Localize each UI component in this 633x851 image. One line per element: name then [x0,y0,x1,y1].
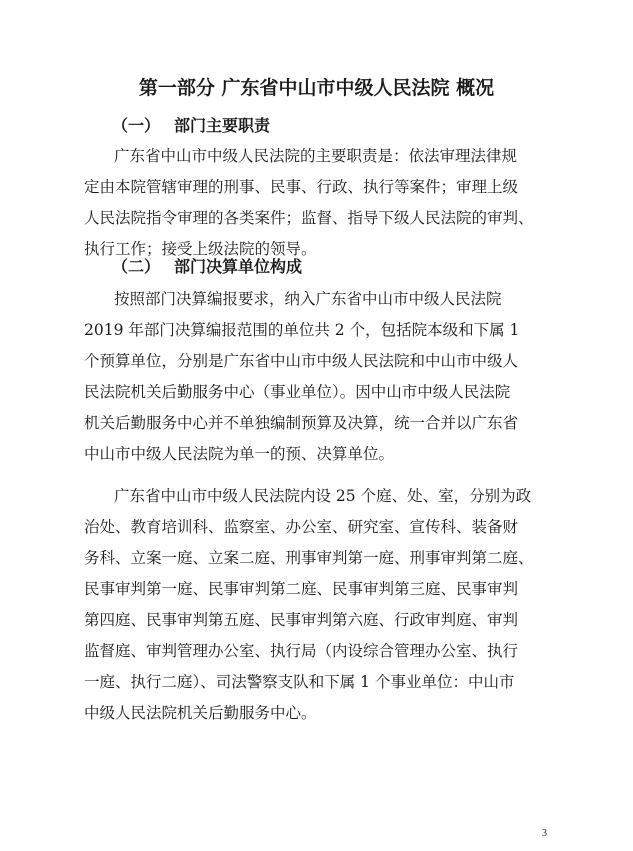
paragraph-line: 机关后勤服务中心并不单独编制预算及决算，统一合并以广东省 [84,414,519,432]
paragraph-line: 中级人民法院机关后勤服务中心。 [84,704,317,722]
paragraph-line: 监督庭、审判管理办公室、执行局（内设综合管理办公室、执行 [84,642,519,660]
paragraph-line: 务科、立案一庭、立案二庭、刑事审判第一庭、刑事审判第二庭、 [84,549,534,567]
section-heading-1 [112,115,270,137]
page-number: 3 [542,828,547,839]
paragraph-line: 2019 年部门决算编报范围的单位共 2 个，包括院本级和下属 1 [84,321,520,339]
paragraph-line: 一庭、执行二庭）、司法警察支队和下属 1 个事业单位：中山市 [84,673,515,691]
paragraph-line: 广东省中山市中级人民法院的主要职责是：依法审理法律规 [114,147,518,165]
section-title-2: 部门决算单位构成 [174,257,303,276]
section-heading-2 [112,256,302,278]
composition-paragraph-2 [84,481,554,729]
paragraph-line: 定由本院管辖审理的刑事、民事、行政、执行等案件；审理上级 [84,178,519,196]
paragraph-line: 执行工作；接受上级法院的领导。 [84,240,317,258]
paragraph-line: 第四庭、民事审判第五庭、民事审判第六庭、行政审判庭、审判 [84,611,519,629]
paragraph-line: 民法院机关后勤服务中心（事业单位）。因中山市中级人民法院 [84,383,511,401]
paragraph-line: 中山市中级人民法院为单一的预、决算单位。 [84,445,395,463]
paragraph-line: 个预算单位，分别是广东省中山市中级人民法院和中山市中级人 [84,352,519,370]
paragraph-line: 按照部门决算编报要求，纳入广东省中山市中级人民法院 [114,290,502,308]
section-number-2: （二） [112,257,161,276]
paragraph-line: 广东省中山市中级人民法院内设 25 个庭、处、室，分别为政 [114,487,532,505]
paragraph-line: 民事审判第一庭、民事审判第二庭、民事审判第三庭、民事审判 [84,580,519,598]
document-title: 第一部分 广东省中山市中级人民法院 概况 [138,77,495,99]
duties-paragraph [84,141,554,265]
paragraph-line: 治处、教育培训科、监察室、办公室、研究室、宣传科、装备财 [84,518,519,536]
section-number-1: （一） [112,116,161,135]
paragraph-line: 人民法院指令审理的各类案件；监督、指导下级人民法院的审判、 [84,209,534,227]
composition-paragraph-1 [84,284,554,470]
section-title-1: 部门主要职责 [174,116,271,135]
